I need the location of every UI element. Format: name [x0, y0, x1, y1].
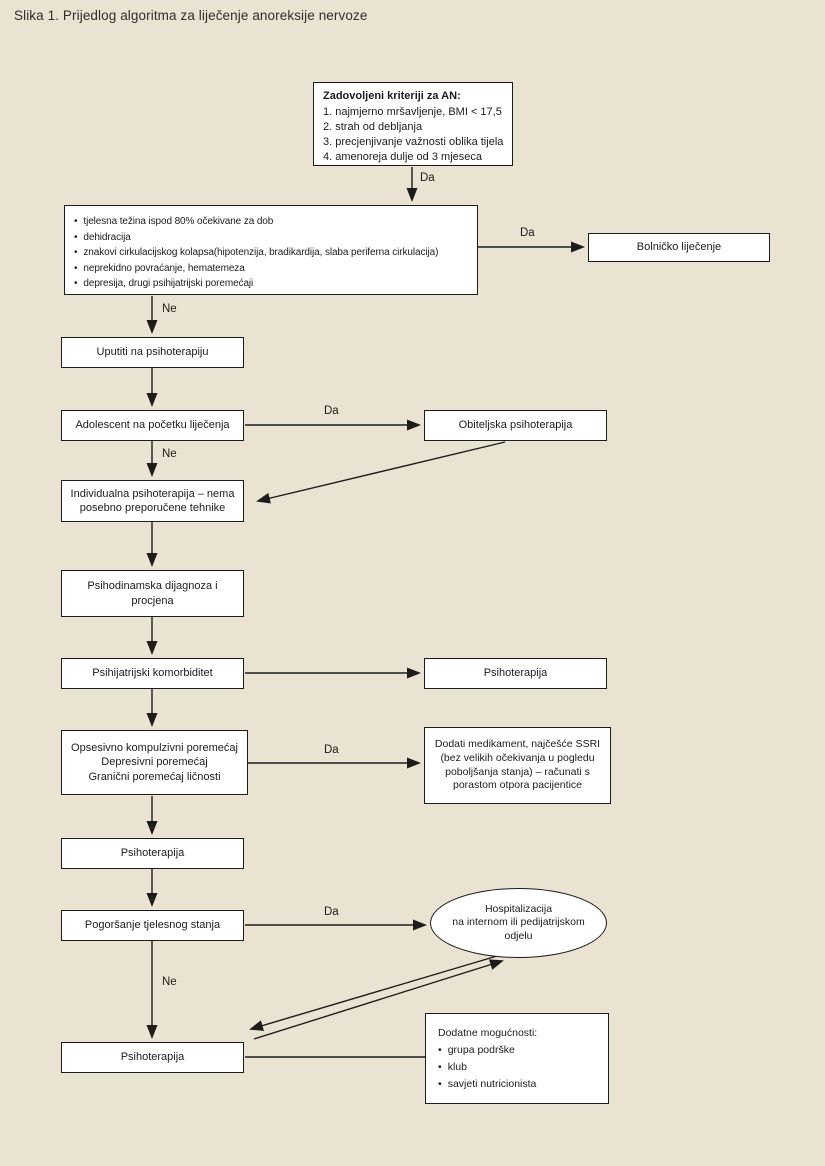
bullet-icon: • — [74, 247, 78, 258]
node-psihijatrijski-komorbiditet: Psihijatrijski komorbiditet — [61, 658, 244, 689]
criteria-item: 3. precjenjivanje važnosti oblika tijela — [323, 136, 504, 148]
figure-title: Slika 1. Prijedlog algoritma za liječenje anoreksije nervoze — [14, 8, 368, 23]
indication-item: • depresija, drugi psihijatrijski poremećaji — [74, 276, 471, 292]
bullet-icon: • — [438, 1044, 442, 1056]
indication-item: • znakovi cirkulacijskog kolapsa(hipotenzija, bradikardija, slaba periferna cirkulacija) — [74, 245, 471, 261]
node-psihoterapija-2: Psihoterapija — [61, 838, 244, 869]
edge-label-da: Da — [324, 906, 339, 918]
dodatne-title: Dodatne mogućnosti: — [438, 1027, 538, 1039]
node-psihodinamska-dijagnoza: Psihodinamska dijagnoza i procjena — [61, 570, 244, 617]
node-dodatne-mogucnosti — [425, 1013, 609, 1104]
node-individualna-psihoterapija: Individualna psihoterapija – nema posebno preporučene tehnike — [61, 480, 244, 522]
node-hospitalizacija: Hospitalizacija na internom ili pedijatrijskom odjelu — [430, 888, 607, 958]
node-indications — [64, 205, 478, 295]
node-pogorsanje-stanja: Pogoršanje tjelesnog stanja — [61, 910, 244, 941]
bullet-icon: • — [438, 1061, 442, 1073]
node-psihoterapija-3: Psihoterapija — [61, 1042, 244, 1073]
node-poremecaji: Opsesivno kompulzivni poremećaj Depresivni poremećaj Granični poremećaj ličnosti — [61, 730, 248, 795]
bullet-icon: • — [74, 231, 78, 243]
indication-item: • tjelesna težina ispod 80% očekivane za dob — [74, 214, 471, 230]
dodatne-item: • grupa podrške — [438, 1042, 602, 1059]
edge-label-da: Da — [324, 405, 339, 417]
node-obiteljska-psihoterapija: Obiteljska psihoterapija — [424, 410, 607, 441]
node-psihoterapija-1: Psihoterapija — [424, 658, 607, 689]
edge-label-da: Da — [420, 172, 435, 184]
bullet-icon: • — [74, 262, 78, 274]
node-criteria — [313, 82, 513, 166]
bullet-icon: • — [438, 1078, 442, 1090]
criteria-item: 2. strah od debljanja — [323, 121, 423, 133]
criteria-title: Zadovoljeni kriteriji za AN: — [323, 90, 461, 102]
node-uputiti-na-psihoterapiju: Uputiti na psihoterapiju — [61, 337, 244, 368]
edge-label-ne: Ne — [162, 303, 177, 315]
bullet-icon: • — [74, 216, 78, 227]
edge-label-da: Da — [324, 744, 339, 756]
node-dodati-medikament: Dodati medikament, najčešće SSRI (bez velikih očekivanja u pogledu poboljšanja stanja) – računati s porastom otpora pacijentice — [424, 727, 611, 804]
criteria-item: 1. najmjerno mršavljenje, BMI < 17,5 — [323, 106, 502, 118]
bullet-icon: • — [74, 278, 78, 289]
node-adolescent: Adolescent na početku liječenja — [61, 410, 244, 441]
indication-item: • neprekidno povraćanje, hematemeza — [74, 261, 471, 277]
edge-label-ne: Ne — [162, 448, 177, 460]
dodatne-item: • savjeti nutricionista — [438, 1076, 602, 1093]
node-bolnicko-lijecenje: Bolničko liječenje — [588, 233, 770, 262]
criteria-item: 4. amenoreja dulje od 3 mjeseca — [323, 151, 482, 163]
indication-item: • dehidracija — [74, 230, 471, 246]
dodatne-item: • klub — [438, 1059, 602, 1076]
edge-label-da: Da — [520, 227, 535, 239]
edge-label-ne: Ne — [162, 976, 177, 988]
